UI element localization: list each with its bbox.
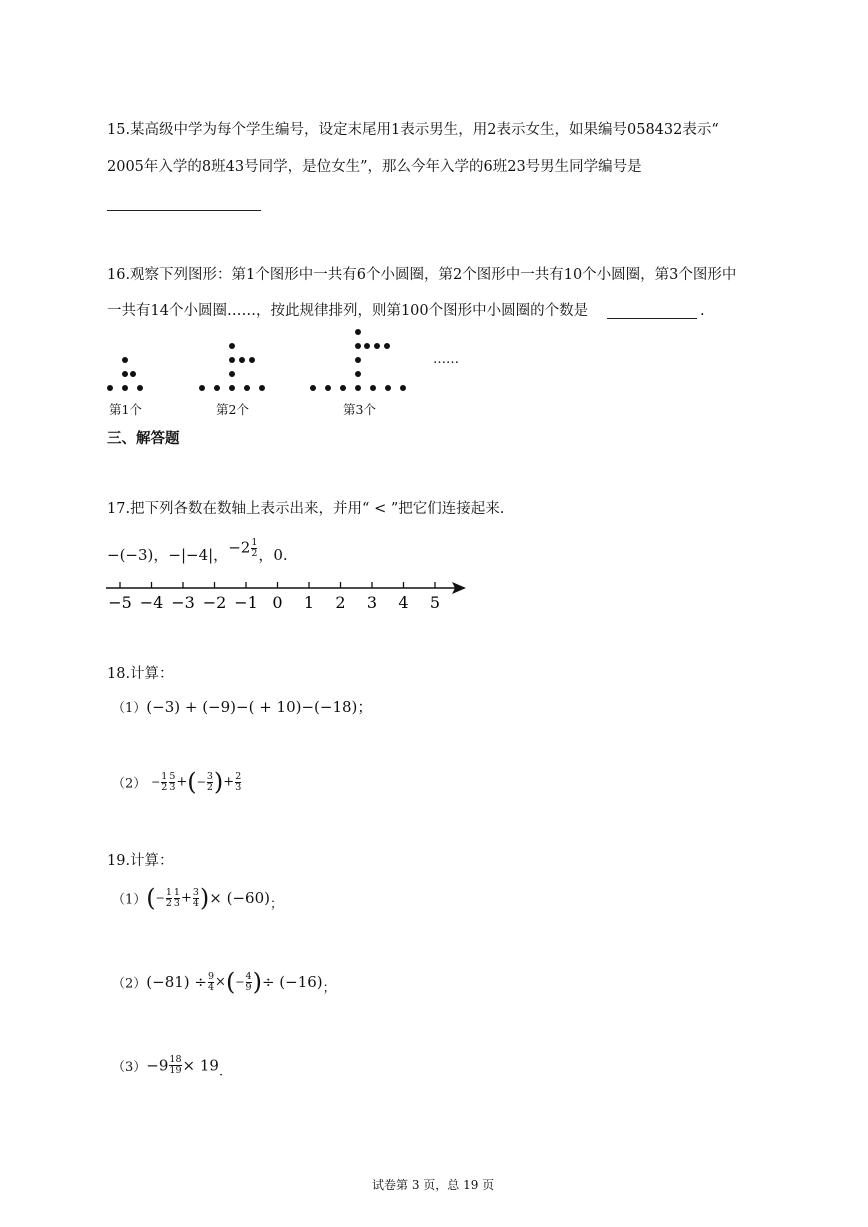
q19-part2: （2）(−81) ÷ $\frac{9}{4}$ ×(− $\frac{4}{9}$ )÷ (−16)； bbox=[112, 968, 336, 996]
tick-label: −4 bbox=[139, 593, 164, 612]
fraction bbox=[193, 888, 199, 909]
circle bbox=[130, 371, 136, 377]
circle bbox=[374, 343, 380, 349]
q19-stem: 19.计算： bbox=[107, 853, 174, 869]
q15-answer-blank bbox=[107, 210, 261, 211]
q15-line2: 2005年入学的8班43号同学，是位女生”，那么今年入学的6班23号男生同学编号是 bbox=[107, 159, 642, 175]
circle bbox=[355, 371, 361, 377]
tick-label: 3 bbox=[366, 593, 378, 612]
frac-den: 9 bbox=[245, 981, 252, 993]
q16-line2-end: . bbox=[700, 303, 705, 319]
frac-den: 3 bbox=[169, 781, 176, 793]
q18-p1-expr: (−3) + (−9)−( + 10)−(−18) bbox=[146, 698, 358, 716]
page-footer: 试卷第 3 页，总 19 页 bbox=[372, 1178, 495, 1192]
tick-label: 2 bbox=[335, 593, 346, 612]
period: . bbox=[218, 1064, 224, 1080]
q16-ellipsis: …… bbox=[433, 352, 459, 367]
circle bbox=[400, 385, 406, 391]
fraction bbox=[235, 772, 241, 793]
circle bbox=[199, 385, 205, 391]
tick-label: −3 bbox=[171, 593, 195, 612]
q19-part1: （1）(− $\frac{1}{2}$ $\frac{1}{3}$ + $\frac{3}{4}$ )× (−60)； bbox=[112, 884, 284, 912]
q18-p1-end: ； bbox=[357, 698, 373, 716]
plus: + bbox=[176, 774, 188, 790]
q18-part1 bbox=[112, 696, 372, 717]
expr-tail: × (−60) bbox=[209, 889, 270, 907]
minus: − bbox=[235, 975, 245, 989]
circle bbox=[355, 385, 361, 391]
frac-den: 3 bbox=[235, 781, 242, 793]
frac-num: 3 bbox=[206, 770, 213, 782]
fraction bbox=[161, 772, 167, 793]
circle bbox=[325, 385, 331, 391]
circle bbox=[229, 343, 235, 349]
tick-label: −5 bbox=[108, 593, 132, 612]
fraction bbox=[208, 972, 214, 993]
frac-den: 2 bbox=[165, 897, 172, 909]
fraction bbox=[246, 972, 252, 993]
frac-den: 19 bbox=[169, 1065, 182, 1076]
frac-den: 4 bbox=[207, 981, 215, 993]
q19-p2-label: （2） bbox=[112, 976, 147, 992]
frac-num: 18 bbox=[169, 1054, 182, 1065]
mixed-whole: −9 bbox=[146, 1056, 169, 1075]
expr-tail: × 19 bbox=[182, 1056, 219, 1075]
q17-mixed-frac bbox=[251, 538, 257, 559]
frac-num: 9 bbox=[207, 970, 215, 982]
frac-num: 1 bbox=[161, 770, 168, 782]
times: × bbox=[215, 974, 226, 990]
circle bbox=[229, 371, 235, 377]
section-heading: 三、解答题 bbox=[107, 431, 180, 447]
q17-nums-a: −(−3)，−|−4|， bbox=[107, 546, 229, 564]
fraction bbox=[174, 888, 180, 909]
circle bbox=[244, 385, 250, 391]
circle bbox=[249, 357, 255, 363]
q17-mixed-whole: −2 bbox=[228, 538, 251, 556]
circle bbox=[384, 343, 390, 349]
q18-p1-label: （1） bbox=[112, 701, 147, 716]
q16-answer-blank bbox=[607, 318, 697, 319]
frac-den: 3 bbox=[173, 897, 180, 909]
minus: − bbox=[196, 775, 206, 789]
fig-label-1: 第1个 bbox=[109, 402, 142, 417]
q17-stem: 17.把下列各数在数轴上表示出来，并用“ < ”把它们连接起来. bbox=[107, 501, 505, 517]
tick-label: −1 bbox=[234, 593, 258, 612]
semicolon: ； bbox=[270, 897, 284, 912]
expr-tail: ÷ (−16) bbox=[261, 973, 323, 991]
frac-den: 2 bbox=[206, 781, 213, 793]
circle bbox=[122, 357, 128, 363]
plus: + bbox=[223, 774, 235, 790]
circle bbox=[310, 385, 316, 391]
semicolon: ； bbox=[322, 981, 336, 996]
frac-num: 3 bbox=[192, 886, 199, 898]
q17-numbers bbox=[107, 536, 288, 567]
circle bbox=[229, 385, 235, 391]
frac-num: 1 bbox=[251, 536, 258, 548]
tick-label: 4 bbox=[398, 593, 409, 612]
tick-label: 0 bbox=[272, 593, 283, 612]
q16-line1: 16.观察下列图形：第1个图形中一共有6个小圆圈，第2个图形中一共有10个小圆圈，第3个图形中 bbox=[107, 267, 737, 283]
plus: + bbox=[180, 890, 192, 906]
circle bbox=[355, 343, 361, 349]
frac-num: 2 bbox=[235, 770, 242, 782]
frac-num: 5 bbox=[169, 770, 176, 782]
q19-p1-label: （1） bbox=[112, 892, 147, 908]
tick-label: 1 bbox=[303, 593, 315, 612]
fraction bbox=[169, 772, 175, 793]
circle bbox=[239, 357, 245, 363]
circle bbox=[122, 385, 128, 391]
circle bbox=[137, 385, 143, 391]
q18-part2: （2） − $\frac{1}{2}$ $\frac{5}{3}$ +(− $\frac{3}{2}$ )+ $\frac{2}{3}$ bbox=[112, 768, 242, 796]
q15-line1: 15.某高级中学为每个学生编号，设定末尾用1表示男生，用2表示女生，如果编号058432表示“ bbox=[107, 122, 719, 138]
circle bbox=[355, 357, 361, 363]
circle bbox=[229, 357, 235, 363]
q17-nums-b: ，0. bbox=[258, 546, 288, 564]
expr-head: (−81) ÷ bbox=[146, 973, 207, 991]
fraction bbox=[207, 772, 213, 793]
frac-num: 4 bbox=[245, 970, 252, 982]
minus: − bbox=[151, 775, 161, 789]
q19-p3-label: （3） bbox=[112, 1060, 147, 1075]
circle bbox=[122, 371, 128, 377]
frac-den: 2 bbox=[161, 781, 168, 793]
q16-line2: 一共有14个小圆圈……，按此规律排列，则第100个图形中小圆圈的个数是 bbox=[107, 303, 589, 319]
fig-label-3: 第3个 bbox=[343, 402, 376, 417]
frac-den: 2 bbox=[251, 547, 258, 559]
number-line bbox=[100, 578, 480, 618]
circle bbox=[340, 385, 346, 391]
tick-label: −2 bbox=[202, 593, 227, 612]
circle bbox=[259, 385, 265, 391]
minus: − bbox=[155, 891, 165, 905]
circle bbox=[355, 329, 361, 335]
circle bbox=[214, 385, 220, 391]
frac-den: 4 bbox=[192, 897, 199, 909]
circle bbox=[107, 385, 113, 391]
q18-p2-label: （2） bbox=[112, 776, 147, 792]
q19-part3 bbox=[112, 1055, 223, 1080]
fraction bbox=[169, 1055, 181, 1076]
frac-num: 1 bbox=[173, 886, 180, 898]
frac-num: 1 bbox=[165, 886, 172, 898]
circle bbox=[364, 343, 370, 349]
q18-stem: 18.计算： bbox=[107, 666, 174, 682]
circle bbox=[370, 385, 376, 391]
tick-label: 5 bbox=[429, 593, 441, 612]
number-line-ticks bbox=[108, 582, 440, 612]
fig-label-2: 第2个 bbox=[216, 402, 249, 417]
circle bbox=[385, 385, 391, 391]
fraction bbox=[166, 888, 172, 909]
